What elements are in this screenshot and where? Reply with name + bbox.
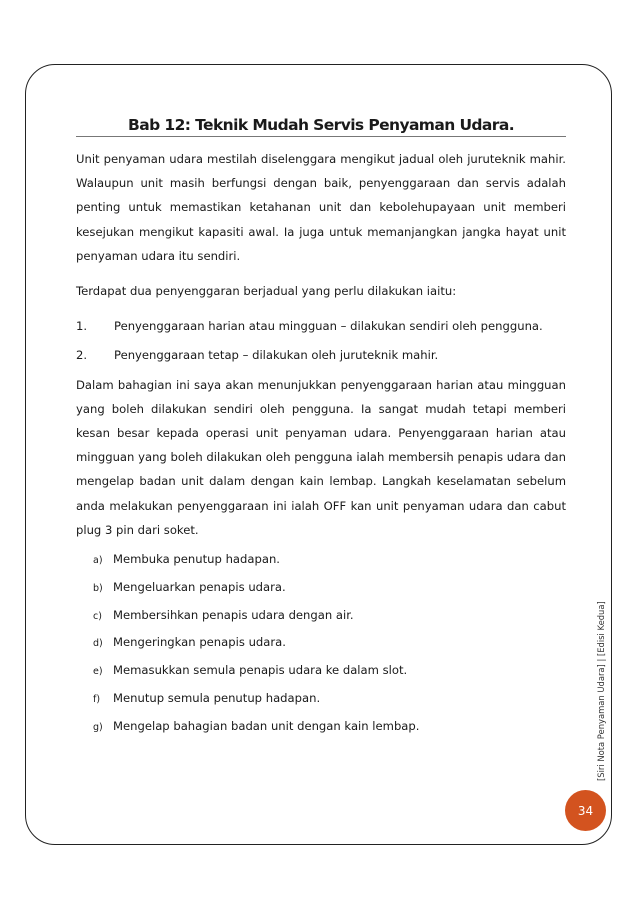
- page-number-badge: 34: [565, 790, 606, 831]
- step-marker: a): [93, 555, 103, 567]
- chapter-title: Bab 12: Teknik Mudah Servis Penyaman Udara.: [128, 116, 514, 134]
- step-marker: g): [93, 721, 103, 733]
- list-number: 2.: [76, 348, 88, 363]
- step-marker: f): [93, 694, 101, 706]
- step-marker: e): [93, 666, 103, 678]
- list-item: [76, 343, 566, 367]
- list-number: 1.: [76, 319, 88, 334]
- step-item: [93, 580, 566, 608]
- title-divider: [76, 136, 566, 137]
- list-item: [76, 314, 566, 338]
- list-item-text: Penyenggaraan harian atau mingguan – dilakukan sendiri oleh pengguna.: [114, 319, 543, 334]
- step-item: [93, 635, 566, 663]
- step-item: [93, 608, 566, 636]
- step-text: Memasukkan semula penapis udara ke dalam slot.: [113, 663, 408, 678]
- page-content: [76, 147, 566, 747]
- step-marker: b): [93, 582, 103, 594]
- step-item: [93, 663, 566, 691]
- step-text: Mengeluarkan penapis udara.: [113, 579, 286, 594]
- user-maintenance-paragraph: Dalam bahagian ini saya akan menunjukkan penyenggaraan harian atau mingguan yang boleh dilakukan sendiri oleh pengguna. Ia sangat mudah tetapi memberi kesan besar kepada operasi unit penyaman udara. Penyenggaraan harian atau mingguan yang boleh dilakukan oleh pengguna ialah membersih penapis udara dan mengelap badan unit dalam dengan kain lembap. Langkah keselamatan sebelum anda melakukan penyenggaraan ini ialah OFF kan unit penyaman udara dan cabut plug 3 pin dari soket.: [76, 377, 566, 537]
- step-text: Membuka penutup hadapan.: [113, 552, 280, 567]
- step-text: Membersihkan penapis udara dengan air.: [113, 607, 354, 622]
- step-marker: c): [93, 610, 102, 622]
- maintenance-types-list: [76, 314, 566, 367]
- steps-list: [76, 552, 566, 747]
- step-item: [93, 552, 566, 580]
- step-item: [93, 719, 566, 747]
- series-side-label: [Siri Nota Penyaman Udara] | [Edisi Kedua]: [596, 601, 606, 781]
- schedule-intro-paragraph: Terdapat dua penyenggaran berjadual yang perlu dilakukan iaitu:: [76, 284, 457, 299]
- step-item: [93, 691, 566, 719]
- step-text: Mengeringkan penapis udara.: [113, 635, 286, 650]
- list-item-text: Penyenggaraan tetap – dilakukan oleh juruteknik mahir.: [114, 348, 439, 363]
- intro-paragraph: Unit penyaman udara mestilah diselenggara mengikut jadual oleh juruteknik mahir. Walaupun unit masih berfungsi dengan baik, penyenggaraan dan servis adalah penting untuk memastikan ketahanan unit dan kebolehupayaan unit memberi kesejukan mengikut kapasiti awal. Ia juga untuk memanjangkan jangka hayat unit penyaman udara itu sendiri.: [76, 152, 566, 263]
- step-text: Menutup semula penutup hadapan.: [113, 691, 321, 706]
- step-text: Mengelap bahagian badan unit dengan kain lembap.: [113, 718, 420, 733]
- step-marker: d): [93, 638, 103, 650]
